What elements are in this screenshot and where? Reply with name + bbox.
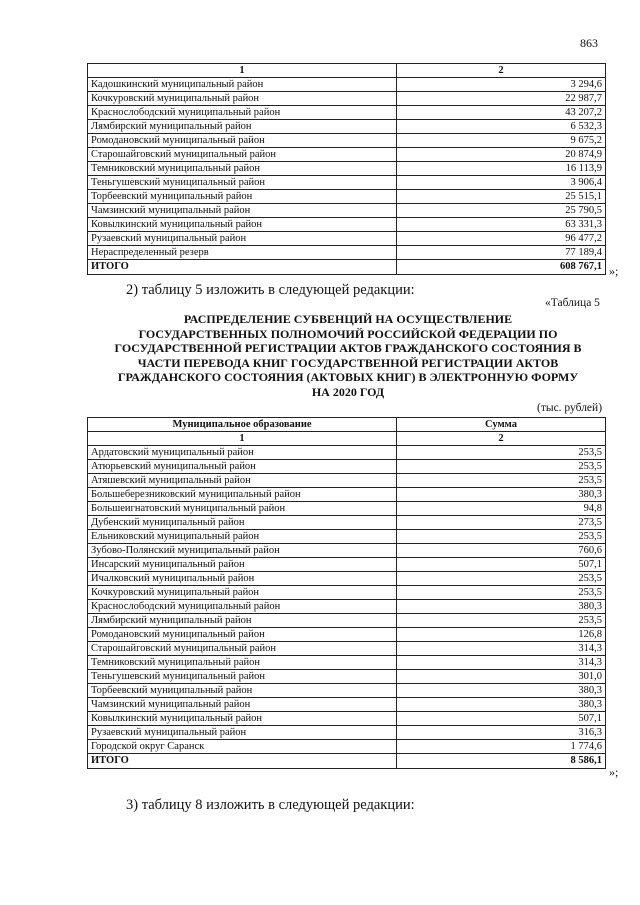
cell-name: Кочкуровский муниципальный район	[88, 586, 397, 600]
table-row	[88, 558, 606, 572]
table-row	[88, 698, 606, 712]
table-row	[88, 586, 606, 600]
table-row	[88, 218, 606, 232]
paragraph-2: 2) таблицу 5 изложить в следующей редакции:	[126, 282, 415, 298]
cell-value: 301,0	[397, 670, 606, 684]
cell-name: Инсарский муниципальный район	[88, 558, 397, 572]
cell-name: Краснослободский муниципальный район	[88, 600, 397, 614]
heading-line: РАСПРЕДЕЛЕНИЕ СУБВЕНЦИЙ НА ОСУЩЕСТВЛЕНИЕ	[183, 312, 513, 326]
cell-name: Зубово-Полянский муниципальный район	[88, 544, 397, 558]
cell-name: Ельниковский муниципальный район	[88, 530, 397, 544]
cell-value: 273,5	[397, 516, 606, 530]
units-note: (тыс. рублей)	[537, 402, 603, 414]
cell-name: Атюрьевский муниципальный район	[88, 460, 397, 474]
table-row	[88, 92, 606, 106]
table-row	[88, 628, 606, 642]
table-row	[88, 460, 606, 474]
table5	[87, 417, 606, 769]
cell-value: 63 331,3	[397, 218, 606, 232]
cell-value: 314,3	[397, 656, 606, 670]
cell-value: 253,5	[397, 572, 606, 586]
cell-value: 380,3	[397, 698, 606, 712]
cell-value: 96 477,2	[397, 232, 606, 246]
heading-line: ГОСУДАРСТВЕННОЙ РЕГИСТРАЦИИ АКТОВ ГРАЖДАНСКОГО СОСТОЯНИЯ В	[114, 341, 582, 355]
table5-closing-quote: »;	[609, 765, 619, 779]
table-row	[88, 670, 606, 684]
table-row	[88, 530, 606, 544]
table5-label: «Таблица 5	[545, 297, 600, 309]
table-row	[88, 176, 606, 190]
cell-name: Торбеевский муниципальный район	[88, 190, 397, 204]
cell-value: 9 675,2	[397, 134, 606, 148]
cell-value: 77 189,4	[397, 246, 606, 260]
cell-value: Сумма	[397, 418, 606, 432]
cell-name: Теньгушевский муниципальный район	[88, 176, 397, 190]
table-prev	[87, 63, 606, 275]
table-header-row	[88, 418, 606, 432]
cell-value: 253,5	[397, 460, 606, 474]
cell-value: 94,8	[397, 502, 606, 516]
table-row	[88, 120, 606, 134]
cell-name: Кочкуровский муниципальный район	[88, 92, 397, 106]
cell-name: Большеберезниковский муниципальный район	[88, 488, 397, 502]
table-row	[88, 78, 606, 92]
cell-name: Лямбирский муниципальный район	[88, 614, 397, 628]
cell-name: Ковылкинский муниципальный район	[88, 218, 397, 232]
cell-name: Краснослободский муниципальный район	[88, 106, 397, 120]
cell-name: Муниципальное образование	[88, 418, 397, 432]
cell-value: 126,8	[397, 628, 606, 642]
table-row	[88, 162, 606, 176]
table-row	[88, 712, 606, 726]
cell-name: Рузаевский муниципальный район	[88, 726, 397, 740]
table-row	[88, 148, 606, 162]
cell-name: Чамзинский муниципальный район	[88, 698, 397, 712]
table-row	[88, 190, 606, 204]
table-row	[88, 446, 606, 460]
table-total-row	[88, 260, 606, 275]
table-row	[88, 684, 606, 698]
cell-value: 380,3	[397, 600, 606, 614]
table-total-row	[88, 754, 606, 769]
cell-name: Нераспределенный резерв	[88, 246, 397, 260]
cell-value: 43 207,2	[397, 106, 606, 120]
cell-name: Ромодановский муниципальный район	[88, 628, 397, 642]
cell-name: Городской округ Саранск	[88, 740, 397, 754]
cell-name: Чамзинский муниципальный район	[88, 204, 397, 218]
table-row	[88, 232, 606, 246]
cell-value: 1 774,6	[397, 740, 606, 754]
cell-value: 380,3	[397, 684, 606, 698]
table-row	[88, 642, 606, 656]
cell-name: Дубенский муниципальный район	[88, 516, 397, 530]
cell-value: 20 874,9	[397, 148, 606, 162]
heading-line: НА 2020 ГОД	[311, 384, 385, 399]
cell-name: Кадошкинский муниципальный район	[88, 78, 397, 92]
table-row	[88, 740, 606, 754]
cell-value: 2	[397, 64, 606, 78]
table-row	[88, 106, 606, 120]
cell-name: Ардатовский муниципальный район	[88, 446, 397, 460]
cell-value: 16 113,9	[397, 162, 606, 176]
table-row	[88, 572, 606, 586]
cell-name: ИТОГО	[88, 260, 397, 275]
table-row	[88, 474, 606, 488]
cell-name: 1	[88, 64, 397, 78]
paragraph-3: 3) таблицу 8 изложить в следующей редакции:	[126, 797, 415, 813]
cell-name: 1	[88, 432, 397, 446]
cell-value: 8 586,1	[397, 754, 606, 769]
cell-value: 253,5	[397, 474, 606, 488]
table5-heading	[88, 312, 608, 399]
cell-name: Старошайговский муниципальный район	[88, 642, 397, 656]
table-row	[88, 502, 606, 516]
table-row	[88, 600, 606, 614]
table-row	[88, 204, 606, 218]
page-number: 863	[580, 36, 598, 50]
cell-value: 253,5	[397, 586, 606, 600]
cell-value: 760,6	[397, 544, 606, 558]
cell-name: Темниковский муниципальный район	[88, 656, 397, 670]
table-row	[88, 488, 606, 502]
table-row	[88, 544, 606, 558]
cell-value: 22 987,7	[397, 92, 606, 106]
cell-name: Лямбирский муниципальный район	[88, 120, 397, 134]
cell-value: 25 515,1	[397, 190, 606, 204]
table-row	[88, 246, 606, 260]
cell-name: Большеигнатовский муниципальный район	[88, 502, 397, 516]
table-row	[88, 656, 606, 670]
cell-value: 253,5	[397, 614, 606, 628]
cell-name: Старошайговский муниципальный район	[88, 148, 397, 162]
cell-value: 25 790,5	[397, 204, 606, 218]
cell-value: 3 906,4	[397, 176, 606, 190]
cell-name: Ковылкинский муниципальный район	[88, 712, 397, 726]
cell-name: Торбеевский муниципальный район	[88, 684, 397, 698]
cell-value: 608 767,1	[397, 260, 606, 275]
heading-line: ГОСУДАРСТВЕННЫХ ПОЛНОМОЧИЙ РОССИЙСКОЙ ФЕДЕРАЦИИ ПО	[138, 326, 558, 341]
cell-value: 253,5	[397, 446, 606, 460]
cell-value: 507,1	[397, 558, 606, 572]
table-row	[88, 726, 606, 740]
table-numbering-row	[88, 432, 606, 446]
cell-value: 253,5	[397, 530, 606, 544]
cell-name: Ромодановский муниципальный район	[88, 134, 397, 148]
cell-name: Атяшевский муниципальный район	[88, 474, 397, 488]
cell-value: 314,3	[397, 642, 606, 656]
table-row	[88, 614, 606, 628]
heading-line: ГРАЖДАНСКОГО СОСТОЯНИЯ (АКТОВЫХ КНИГ) В ЭЛЕКТРОННУЮ ФОРМУ	[117, 370, 579, 384]
cell-name: ИТОГО	[88, 754, 397, 769]
table-prev-closing-quote: »;	[609, 264, 619, 278]
cell-value: 380,3	[397, 488, 606, 502]
cell-value: 507,1	[397, 712, 606, 726]
cell-name: Теньгушевский муниципальный район	[88, 670, 397, 684]
table-header-row	[88, 64, 606, 78]
cell-value: 3 294,6	[397, 78, 606, 92]
cell-value: 316,3	[397, 726, 606, 740]
cell-value: 2	[397, 432, 606, 446]
table-row	[88, 134, 606, 148]
cell-value: 6 532,3	[397, 120, 606, 134]
table-row	[88, 516, 606, 530]
heading-line: ЧАСТИ ПЕРЕВОДА КНИГ ГОСУДАРСТВЕННОЙ РЕГИСТРАЦИИ АКТОВ	[137, 355, 559, 370]
cell-name: Рузаевский муниципальный район	[88, 232, 397, 246]
cell-name: Темниковский муниципальный район	[88, 162, 397, 176]
cell-name: Ичалковский муниципальный район	[88, 572, 397, 586]
